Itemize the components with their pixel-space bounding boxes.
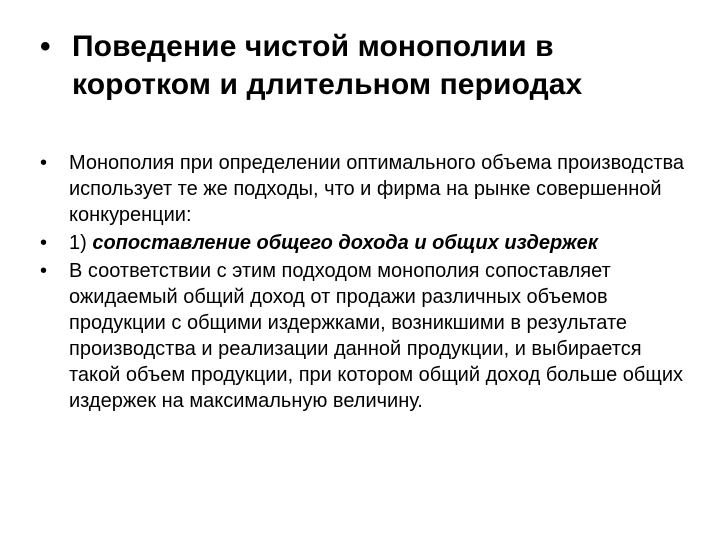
bullet-text-2 <box>69 230 598 256</box>
bullet-icon: • <box>40 152 48 174</box>
title-bullet-icon: • <box>40 30 51 63</box>
bullet-text-3: В соответствии с этим подходом монополия сопоставляет ожидаемый общий доход от продажи различных объемов продукции с общими издержками, возникшими в результате производства и реализации данной продукции, и выбирается такой объем продукции, при котором общий доход больше общих издержек на максимальную величину. <box>69 260 683 412</box>
slide-title: Поведение чистой монополии в коротком и длительном периодах <box>72 30 583 101</box>
bullet-item-3 <box>40 258 690 414</box>
bullet-emphasis-2: сопоставление общего дохода и общих издержек <box>92 232 598 254</box>
title-row <box>40 28 680 104</box>
slide-body <box>40 150 690 416</box>
bullet-item-1 <box>40 150 690 228</box>
bullet-prefix-2: 1) <box>69 232 93 254</box>
bullet-item-2 <box>40 230 690 256</box>
bullet-icon: • <box>40 260 48 282</box>
bullet-icon: • <box>40 232 48 254</box>
slide-title-block <box>40 28 680 104</box>
bullet-text-1: Монополия при определении оптимального объема производства использует те же подходы, что и фирма на рынке совершенной конкуренции: <box>69 152 684 226</box>
